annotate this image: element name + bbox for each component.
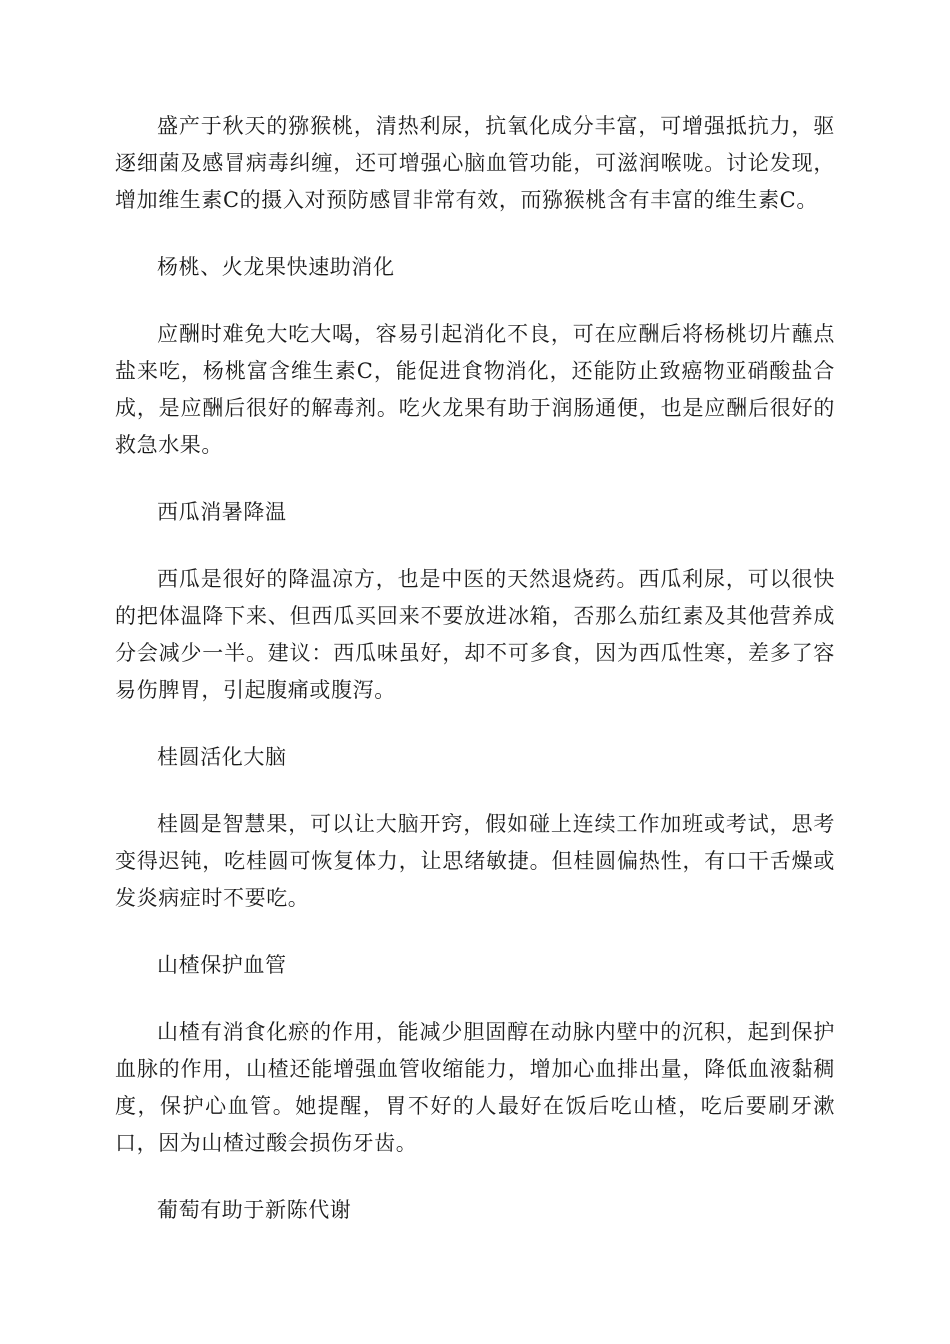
- heading-hawthorn: 山楂保护血管: [157, 953, 287, 977]
- heading-starfruit-dragonfruit: 杨桃、火龙果快速助消化: [157, 255, 395, 279]
- paragraph-kiwi: 盛产于秋天的猕猴桃，清热利尿，抗氧化成分丰富，可增强抵抗力，驱逐细菌及感冒病毒纠缠，还可增强心脑血管功能，可滋润喉咙。讨论发现，增加维生素C的摄入对预防感冒非常有效，而猕猴桃含有丰富的维生素C。: [115, 114, 835, 212]
- paragraph-watermelon: 西瓜是很好的降温凉方，也是中医的天然退烧药。西瓜利尿，可以很快的把体温降下来、但西瓜买回来不要放进冰箱，否那么茄红素及其他营养成分会减少一半。建议：西瓜味虽好，却不可多食，因为西瓜性寒，差多了容易伤脾胃，引起腹痛或腹泻。: [115, 567, 835, 702]
- heading-watermelon: 西瓜消暑降温: [157, 500, 287, 524]
- heading-longan: 桂圆活化大脑: [157, 745, 287, 769]
- document-body: [115, 108, 835, 1259]
- paragraph-hawthorn: 山楂有消食化瘀的作用，能减少胆固醇在动脉内壁中的沉积，起到保护血脉的作用，山楂还能增强血管收缩能力，增加心血排出量，降低血液黏稠度，保护心血管。她提醒，胃不好的人最好在饭后吃山楂，吃后要刷牙漱口，因为山楂过酸会损伤牙齿。: [115, 1020, 835, 1155]
- paragraph-starfruit-dragonfruit: 应酬时难免大吃大喝，容易引起消化不良，可在应酬后将杨桃切片蘸点盐来吃，杨桃富含维生素C，能促进食物消化，还能防止致癌物亚硝酸盐合成，是应酬后很好的解毒剂。吃火龙果有助于润肠通便，也是应酬后很好的救急水果。: [115, 322, 835, 457]
- paragraph-longan: 桂圆是智慧果，可以让大脑开窍，假如碰上连续工作加班或考试，思考变得迟钝，吃桂圆可恢复体力，让思绪敏捷。但桂圆偏热性，有口干舌燥或发炎病症时不要吃。: [115, 812, 835, 910]
- heading-grape: 葡萄有助于新陈代谢: [157, 1198, 352, 1222]
